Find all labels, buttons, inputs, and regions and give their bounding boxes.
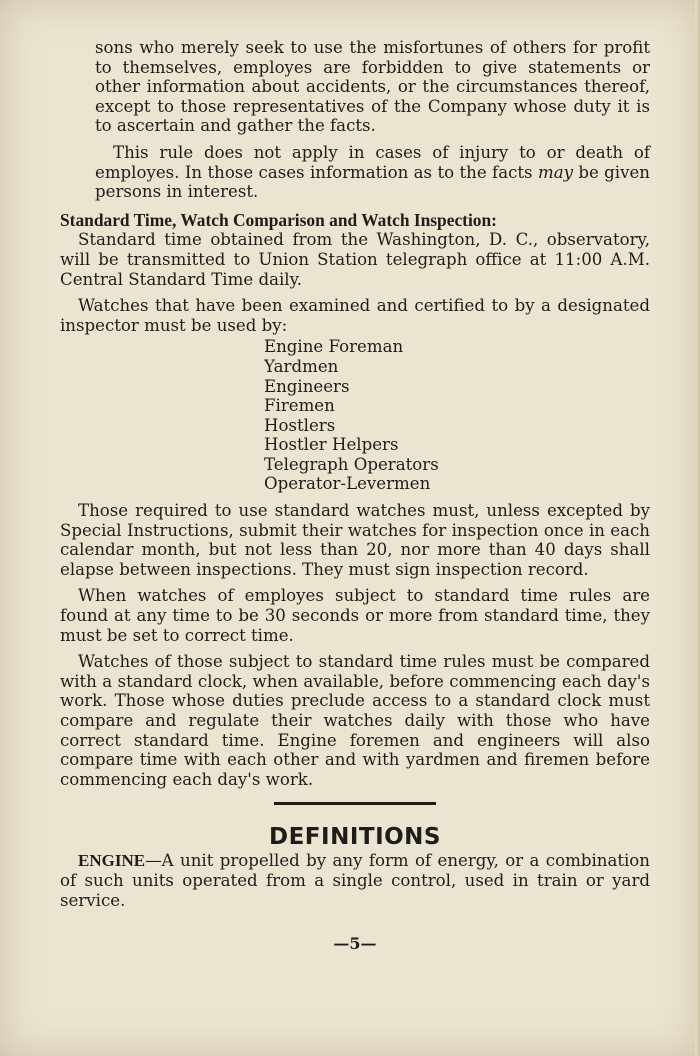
- rule-text-after: be given persons in interest.: [95, 162, 650, 202]
- definition-text: A unit propelled by any form of energy, or a combination of such units operated from a single control, used in train or yard service.: [60, 851, 650, 910]
- rule-text-before: This rule does not apply in cases of injury to or death of employes. In those cases information as to the facts: [95, 142, 650, 182]
- position-item: Engine Foreman: [264, 337, 404, 357]
- definition-engine: ENGINE—A unit propelled by any form of energy, or a combination of such units operated from a single control, used in train or yard service.: [60, 851, 650, 910]
- position-item: Firemen: [264, 396, 335, 416]
- paragraph-standard-time: Standard time obtained from the Washington, D. C., observatory, will be transmitted to Union Station telegraph office at 11:00 A.M. Central Standard Time daily.: [60, 230, 650, 289]
- position-item: Engineers: [264, 376, 350, 396]
- positions-list: [264, 337, 650, 494]
- page-number: —5—: [333, 934, 377, 954]
- paragraph-watches-used-by: Watches that have been examined and certified to by a designated inspector must be used by:: [60, 296, 650, 335]
- section-heading-standard-time: Standard Time, Watch Comparison and Watch Inspection:: [60, 209, 497, 230]
- section-divider: [274, 802, 436, 805]
- position-item: Hostler Helpers: [264, 435, 399, 455]
- position-item: Telegraph Operators: [264, 454, 439, 474]
- paragraph-set-correct-time: When watches of employes subject to standard time rules are found at any time to be 30 seconds or more from standard time, they must be set to correct time.: [60, 586, 650, 645]
- paragraph-rule-exception: [60, 143, 650, 202]
- position-item: Operator-Levermen: [264, 474, 431, 494]
- paragraph-inspection-requirement: Those required to use standard watches must, unless excepted by Special Instructions, submit their watches for inspection once in each calendar month, but not less than 20, nor more than 40 days shall elapse between inspections. They must sign inspection record.: [60, 501, 650, 579]
- page-content: [60, 38, 650, 970]
- paragraph-continued: sons who merely seek to use the misfortunes of others for profit to themselves, employes are forbidden to give statements or other information about accidents, or the circumstances thereof, except to those representatives of the Company whose duty it is to ascertain and gather the facts.: [95, 38, 650, 136]
- position-item: Yardmen: [264, 356, 339, 376]
- definitions-title: DEFINITIONS: [269, 824, 441, 851]
- position-item: Hostlers: [264, 415, 336, 435]
- page-edge: [695, 0, 700, 1056]
- rule-text-emphasis: may: [537, 162, 573, 182]
- paragraph-compare-clock: Watches of those subject to standard time rules must be compared with a standard clock, when available, before commencing each day's work. Those whose duties preclude access to a standard clock must compare and regulate their watches daily with those who have correct standard time. Engine foremen and engineers will also compare time with each other and with yardmen and firemen before commencing each day's work.: [60, 652, 650, 789]
- definition-term: ENGINE: [78, 851, 146, 871]
